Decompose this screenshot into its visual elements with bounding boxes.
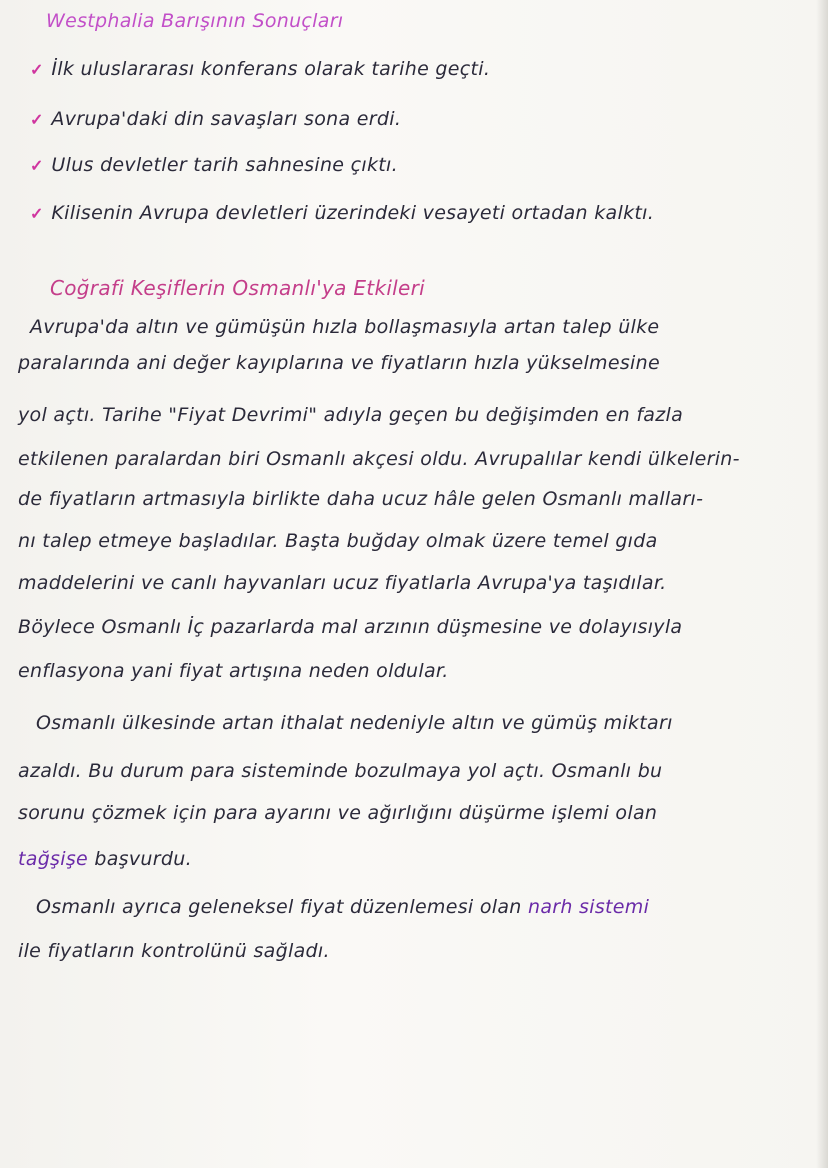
paragraph-line: Böylece Osmanlı İç pazarlarda mal arzının düşmesine ve dolayısıyla <box>18 616 683 638</box>
paragraph-line: ile fiyatların kontrolünü sağladı. <box>18 940 330 962</box>
check-mark-icon: ✓ <box>30 60 44 79</box>
paragraph-line: nı talep etmeye başladılar. Başta buğday olmak üzere temel gıda <box>18 530 658 552</box>
bullet-text: İlk uluslararası konferans olarak tarihe geçti. <box>51 58 491 80</box>
paragraph-line: de fiyatların artmasıyla birlikte daha ucuz hâle gelen Osmanlı malları- <box>18 488 704 510</box>
check-mark-icon: ✓ <box>30 110 44 129</box>
paragraph-line: etkilenen paralardan biri Osmanlı akçesi oldu. Avrupalılar kendi ülkelerin- <box>18 448 740 470</box>
bullet-item <box>30 202 654 224</box>
bullet-item <box>30 154 398 176</box>
term-narh-system: narh sistemi <box>527 896 650 918</box>
paragraph-line-end: başvurdu. <box>94 848 192 870</box>
paragraph-line: yol açtı. Tarihe "Fiyat Devrimi" adıyla geçen bu değişimden en fazla <box>18 404 684 426</box>
paragraph-line: Avrupa'da altın ve gümüşün hızla bollaşmasıyla artan talep ülke <box>30 316 660 338</box>
bullet-text: Ulus devletler tarih sahnesine çıktı. <box>51 154 398 176</box>
paragraph-line: enflasyona yani fiyat artışına neden oldular. <box>18 660 449 682</box>
bullet-text: Avrupa'daki din savaşları sona erdi. <box>51 108 402 130</box>
paragraph-line: paralarında ani değer kayıplarına ve fiyatların hızla yükselmesine <box>18 352 660 374</box>
paragraph-line <box>36 896 649 918</box>
paragraph-line <box>18 848 192 870</box>
paragraph-line: maddelerini ve canlı hayvanları ucuz fiyatlarla Avrupa'ya taşıdılar. <box>18 572 667 594</box>
bullet-item <box>30 108 401 130</box>
paragraph-line-start: Osmanlı ayrıca geleneksel fiyat düzenlemesi olan <box>36 896 522 918</box>
bullet-item <box>30 58 490 80</box>
paragraph-line: azaldı. Bu durum para sisteminde bozulmaya yol açtı. Osmanlı bu <box>18 760 663 782</box>
check-mark-icon: ✓ <box>30 204 44 223</box>
section-title-geographic-discoveries: Coğrafi Keşiflerin Osmanlı'ya Etkileri <box>50 276 426 300</box>
section-title-westphalia: Westphalia Barışının Sonuçları <box>46 10 344 32</box>
paragraph-line: Osmanlı ülkesinde artan ithalat nedeniyle altın ve gümüş miktarı <box>36 712 673 734</box>
check-mark-icon: ✓ <box>30 156 44 175</box>
term-tagsis: tağşişe <box>18 848 89 870</box>
bullet-text: Kilisenin Avrupa devletleri üzerindeki vesayeti ortadan kalktı. <box>51 202 655 224</box>
page-edge-shadow <box>816 0 828 1168</box>
paragraph-line: sorunu çözmek için para ayarını ve ağırlığını düşürme işlemi olan <box>18 802 658 824</box>
